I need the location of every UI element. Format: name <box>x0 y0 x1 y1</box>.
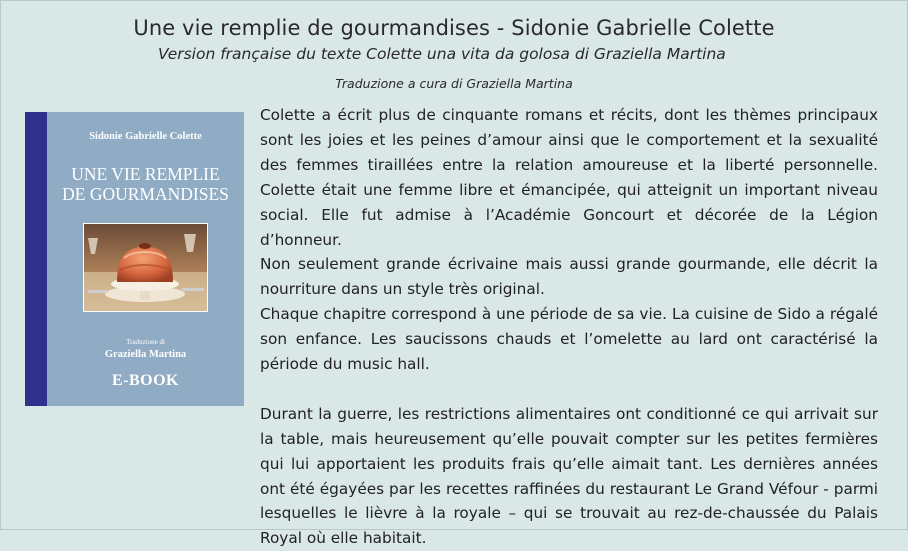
cover-spine <box>25 112 47 406</box>
paragraph-gourmande: Non seulement grande écrivaine mais aussi grande gourmande, elle décrit la nourriture dans un style très original. <box>260 255 878 299</box>
cover-title-line2: DE GOURMANDISES <box>62 184 229 204</box>
dessert-illustration <box>84 224 207 311</box>
cover-format-label: E-BOOK <box>111 372 179 389</box>
cover-title <box>47 164 244 204</box>
cover-translation-label: Traduzione di <box>126 338 165 346</box>
paragraph-war: Durant la guerre, les restrictions alimentaires ont conditionné ce qui arrivait sur la table, mais heureusement qu’elle pouvait compter sur les petites fermières qui lui apportaient les produits frais qu’elle aimait tant. Les dernières années ont été égayées par les recettes raffinées du restaurant Le Grand Véfour - parmi lesquelles le lièvre à la royale – qui se trouvait au rez-de-chaussée du Palais Royal où elle habitait. <box>260 404 878 548</box>
book-cover[interactable] <box>25 112 244 406</box>
page-subtitle: Version française du texte Colette una vita da golosa di Graziella Martina <box>158 45 726 63</box>
description-text <box>260 103 878 551</box>
cover-title-line1: UNE VIE REMPLIE <box>71 164 220 184</box>
page-title: Une vie remplie de gourmandises - Sidonie Gabrielle Colette <box>133 16 775 40</box>
paragraph-chapters: Chaque chapitre correspond à une période de sa vie. La cuisine de Sido a régalé son enfance. Les saucissons chauds et l’omelette au lard ont caractérisé la période du music hall. <box>260 305 878 374</box>
cover-dessert-image <box>83 223 208 312</box>
translator-credit: Traduzione a cura di Graziella Martina <box>335 76 573 91</box>
paragraph-intro: Colette a écrit plus de cinquante romans et récits, dont les thèmes principaux sont les joies et les peines d’amour ainsi que le comportement et la sexualité des femmes tiraillées entre la relation amoureuse et la liberté personnelle. Colette était une femme libre et émancipée, qui atteignit un important niveau social. Elle fut admise à l’Académie Goncourt et décorée de la Légion d’honneur. <box>260 106 878 249</box>
cover-author: Sidonie Gabrielle Colette <box>89 131 202 142</box>
cover-translator-name: Graziella Martina <box>104 349 187 360</box>
